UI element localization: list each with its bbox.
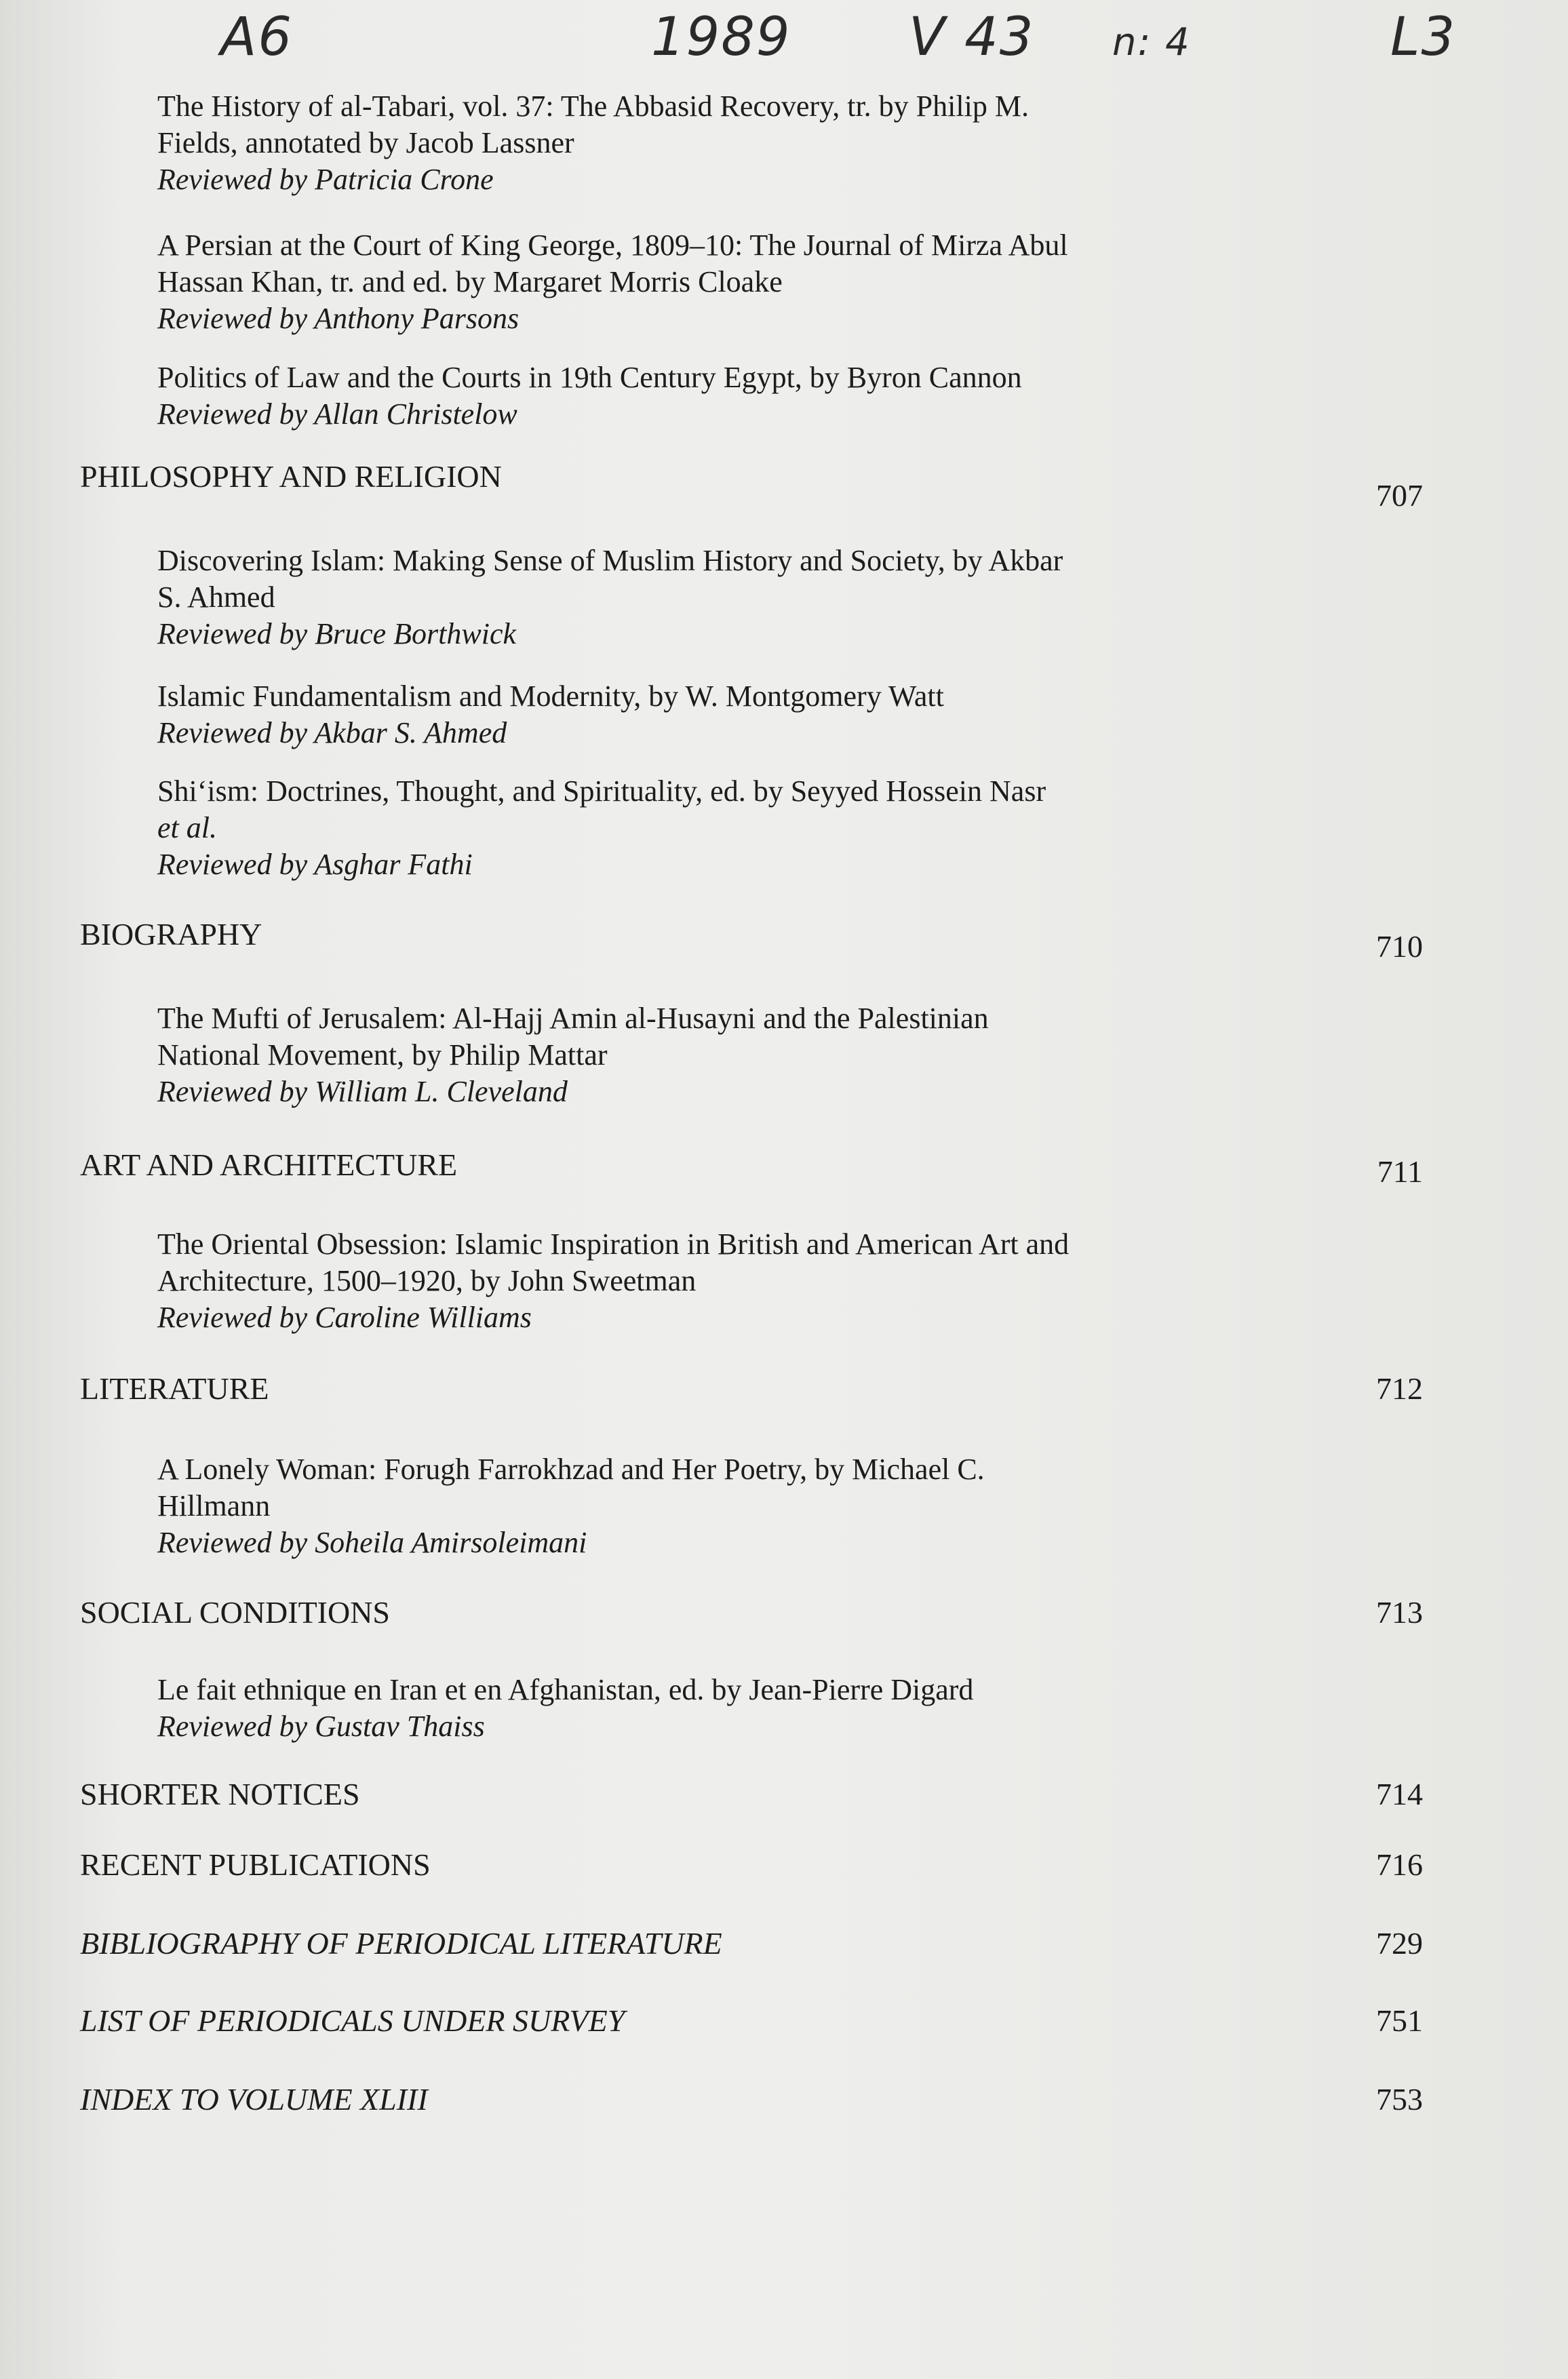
section-title: BIOGRAPHY	[80, 917, 262, 951]
entry-title-cont: Hillmann	[157, 1489, 271, 1522]
entry-title-cont: S. Ahmed	[157, 581, 275, 614]
entry-mufti	[157, 1000, 1310, 1110]
entry-reviewer: Reviewed by Bruce Borthwick	[157, 617, 517, 650]
entry-title: The Oriental Obsession: Islamic Inspiration in British and American Art and	[157, 1227, 1070, 1261]
section-title: SOCIAL CONDITIONS	[80, 1595, 391, 1630]
entry-fait-ethnique	[157, 1672, 1310, 1745]
handwritten-mark-4: n: 4	[1112, 20, 1191, 64]
section-page: 713	[1376, 1595, 1423, 1630]
section-recent-publications	[80, 1846, 1423, 1884]
entry-title: Islamic Fundamentalism and Modernity, by W. Montgomery Watt	[157, 680, 944, 713]
section-page: 707	[1376, 478, 1423, 513]
entry-title: Le fait ethnique en Iran et en Afghanistan, ed. by Jean-Pierre Digard	[157, 1673, 974, 1706]
entry-oriental-obsession	[157, 1226, 1310, 1336]
handwritten-mark-2: 1989	[651, 7, 791, 68]
entry-persian-court	[157, 227, 1310, 337]
entry-title: Discovering Islam: Making Sense of Muslim History and Society, by Akbar	[157, 544, 1063, 577]
entry-shiism	[157, 773, 1310, 883]
section-title: LIST OF PERIODICALS UNDER SURVEY	[80, 2003, 625, 2038]
section-title: PHILOSOPHY AND RELIGION	[80, 459, 502, 494]
entry-title: The History of al-Tabari, vol. 37: The Abbasid Recovery, tr. by Philip M.	[157, 90, 1029, 123]
section-bibliography-periodical	[80, 1925, 1423, 1963]
entry-tabari	[157, 88, 1310, 198]
section-list-periodicals	[80, 2002, 1423, 2040]
entry-title: The Mufti of Jerusalem: Al-Hajj Amin al-Husayni and the Palestinian	[157, 1002, 989, 1035]
entry-title-cont: et al.	[157, 811, 217, 844]
section-philosophy-religion	[80, 458, 1423, 515]
section-index-volume	[80, 2081, 1423, 2119]
entry-reviewer: Reviewed by Caroline Williams	[157, 1301, 532, 1334]
section-page: 710	[1376, 929, 1423, 964]
section-page: 714	[1376, 1777, 1423, 1811]
handwritten-mark-3: V 43	[909, 7, 1035, 68]
handwritten-mark-1: A6	[220, 7, 293, 68]
section-page: 753	[1376, 2082, 1423, 2117]
entry-reviewer: Reviewed by William L. Cleveland	[157, 1075, 568, 1108]
section-page: 751	[1376, 2003, 1423, 2038]
section-page: 712	[1376, 1371, 1423, 1406]
section-art-architecture	[80, 1146, 1423, 1191]
section-title: INDEX TO VOLUME XLIII	[80, 2082, 428, 2117]
section-title: BIBLIOGRAPHY OF PERIODICAL LITERATURE	[80, 1926, 722, 1961]
section-literature	[80, 1370, 1423, 1408]
entry-reviewer: Reviewed by Akbar S. Ahmed	[157, 716, 507, 749]
entry-title: A Lonely Woman: Forugh Farrokhzad and Her Poetry, by Michael C.	[157, 1453, 985, 1486]
section-social-conditions	[80, 1594, 1423, 1632]
entry-reviewer: Reviewed by Soheila Amirsoleimani	[157, 1526, 587, 1559]
entry-reviewer: Reviewed by Gustav Thaiss	[157, 1710, 485, 1743]
entry-title-cont: Fields, annotated by Jacob Lassner	[157, 126, 574, 159]
section-biography	[80, 916, 1423, 966]
entry-lonely-woman	[157, 1451, 1310, 1561]
section-title: ART AND ARCHITECTURE	[80, 1147, 458, 1182]
entry-title: Shi‘ism: Doctrines, Thought, and Spirituality, ed. by Seyyed Hossein Nasr	[157, 774, 1046, 808]
entry-discovering-islam	[157, 543, 1310, 652]
entry-title: Politics of Law and the Courts in 19th Century Egypt, by Byron Cannon	[157, 361, 1022, 394]
entry-title: A Persian at the Court of King George, 1809–10: The Journal of Mirza Abul	[157, 229, 1068, 262]
entry-title-cont: Hassan Khan, tr. and ed. by Margaret Morris Cloake	[157, 265, 783, 298]
section-page: 716	[1376, 1847, 1423, 1882]
entry-title-cont: Architecture, 1500–1920, by John Sweetman	[157, 1264, 697, 1297]
section-page: 711	[1377, 1154, 1423, 1189]
entry-reviewer: Reviewed by Asghar Fathi	[157, 848, 473, 881]
entry-fundamentalism	[157, 678, 1310, 751]
section-title: LITERATURE	[80, 1371, 269, 1406]
section-title: SHORTER NOTICES	[80, 1777, 360, 1811]
entry-title-cont: National Movement, by Philip Mattar	[157, 1038, 608, 1071]
entry-politics-law	[157, 359, 1310, 433]
section-page: 729	[1376, 1926, 1423, 1961]
entry-reviewer: Reviewed by Anthony Parsons	[157, 302, 520, 335]
section-shorter-notices	[80, 1775, 1423, 1813]
handwritten-mark-5: L3	[1390, 7, 1457, 68]
entry-reviewer: Reviewed by Allan Christelow	[157, 397, 517, 431]
section-title: RECENT PUBLICATIONS	[80, 1847, 431, 1882]
entry-reviewer: Reviewed by Patricia Crone	[157, 163, 494, 196]
